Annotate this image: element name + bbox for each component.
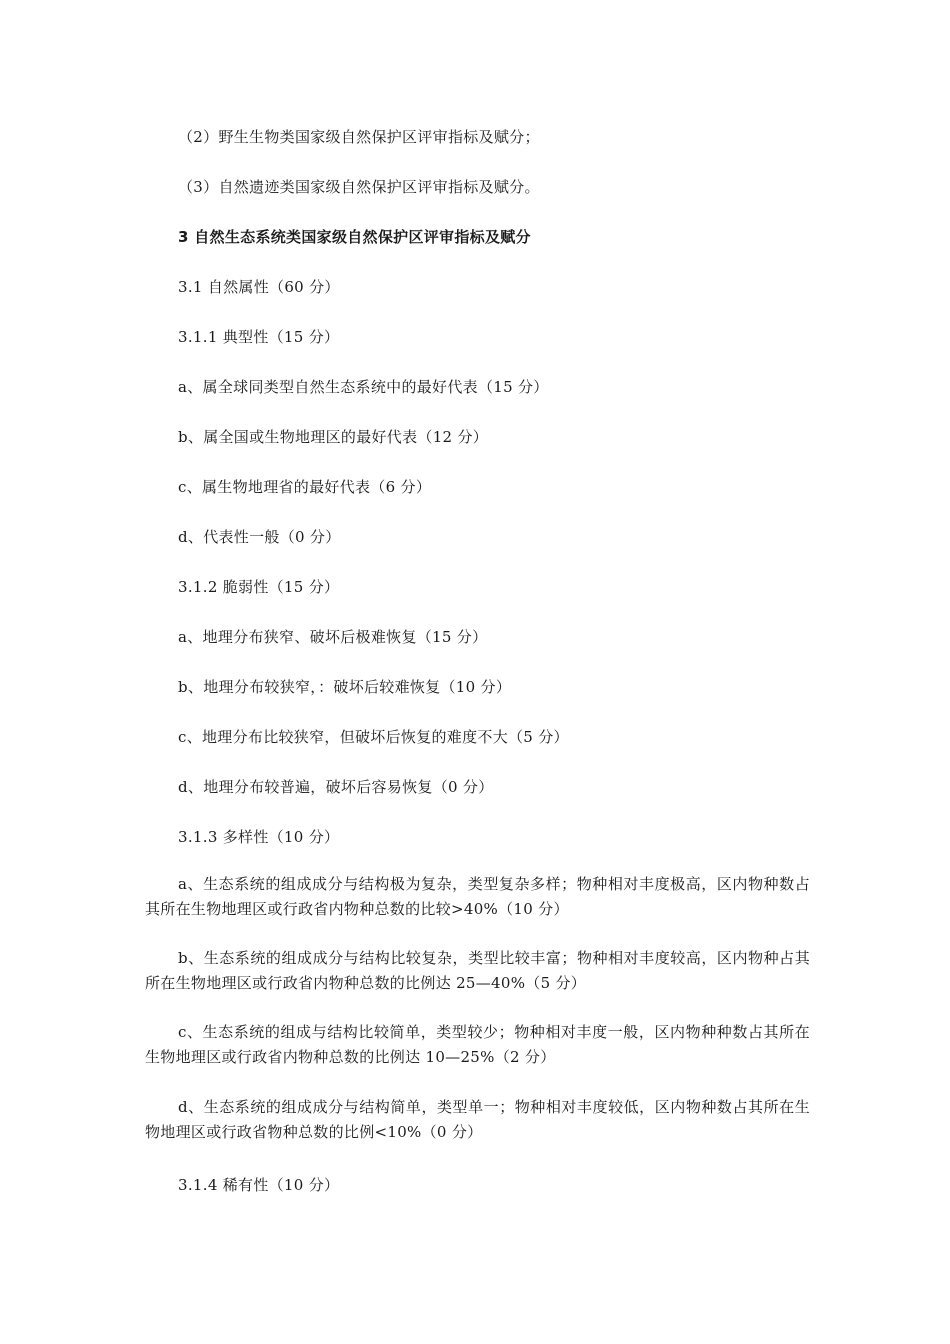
section-heading-3: 3 自然生态系统类国家级自然保护区评审指标及赋分 xyxy=(178,228,531,246)
subsection-heading-3-1-2: 3.1.2 脆弱性（15 分） xyxy=(178,578,340,596)
paragraph-diversity-a: a、生态系统的组成成分与结构极为复杂，类型复杂多样；物种相对丰度极高，区内物种数占其所在生物地理区或行政省内物种总数的比较>40%（10 分） xyxy=(145,875,810,918)
text-line-wildlife-category: （2）野生生物类国家级自然保护区评审指标及赋分； xyxy=(178,128,540,146)
subsection-heading-3-1-1: 3.1.1 典型性（15 分） xyxy=(178,328,340,346)
list-item-fragility-d: d、地理分布较普遍，破坏后容易恢复（0 分） xyxy=(178,778,494,796)
subsection-heading-3-1: 3.1 自然属性（60 分） xyxy=(178,278,340,296)
list-item-fragility-a: a、地理分布狭窄、破坏后极难恢复（15 分） xyxy=(178,628,488,646)
list-item-fragility-b: b、地理分布较狭窄，：破坏后较难恢复（10 分） xyxy=(178,678,512,696)
list-item-typicality-a: a、属全球同类型自然生态系统中的最好代表（15 分） xyxy=(178,378,549,396)
list-item-typicality-c: c、属生物地理省的最好代表（6 分） xyxy=(178,478,432,496)
list-item-typicality-b: b、属全国或生物地理区的最好代表（12 分） xyxy=(178,428,489,446)
subsection-heading-3-1-4: 3.1.4 稀有性（10 分） xyxy=(178,1176,340,1194)
paragraph-diversity-c: c、生态系统的组成与结构比较简单，类型较少；物种相对丰度一般，区内物种种数占其所在生物地理区或行政省内物种总数的比例达 10—25%（2 分） xyxy=(145,1023,810,1066)
text-line-geological-relic-category: （3）自然遗迹类国家级自然保护区评审指标及赋分。 xyxy=(178,178,540,196)
paragraph-diversity-b: b、生态系统的组成成分与结构比较复杂，类型比较丰富；物种相对丰度较高，区内物种占其所在生物地理区或行政省内物种总数的比例达 25—40%（5 分） xyxy=(145,949,810,992)
subsection-heading-3-1-3: 3.1.3 多样性（10 分） xyxy=(178,828,340,846)
list-item-typicality-d: d、代表性一般（0 分） xyxy=(178,528,341,546)
list-item-fragility-c: c、地理分布比较狭窄，但破坏后恢复的难度不大（5 分） xyxy=(178,728,569,746)
paragraph-diversity-d: d、生态系统的组成成分与结构简单，类型单一；物种相对丰度较低，区内物种数占其所在生物地理区或行政省物种总数的比例<10%（0 分） xyxy=(145,1098,810,1141)
